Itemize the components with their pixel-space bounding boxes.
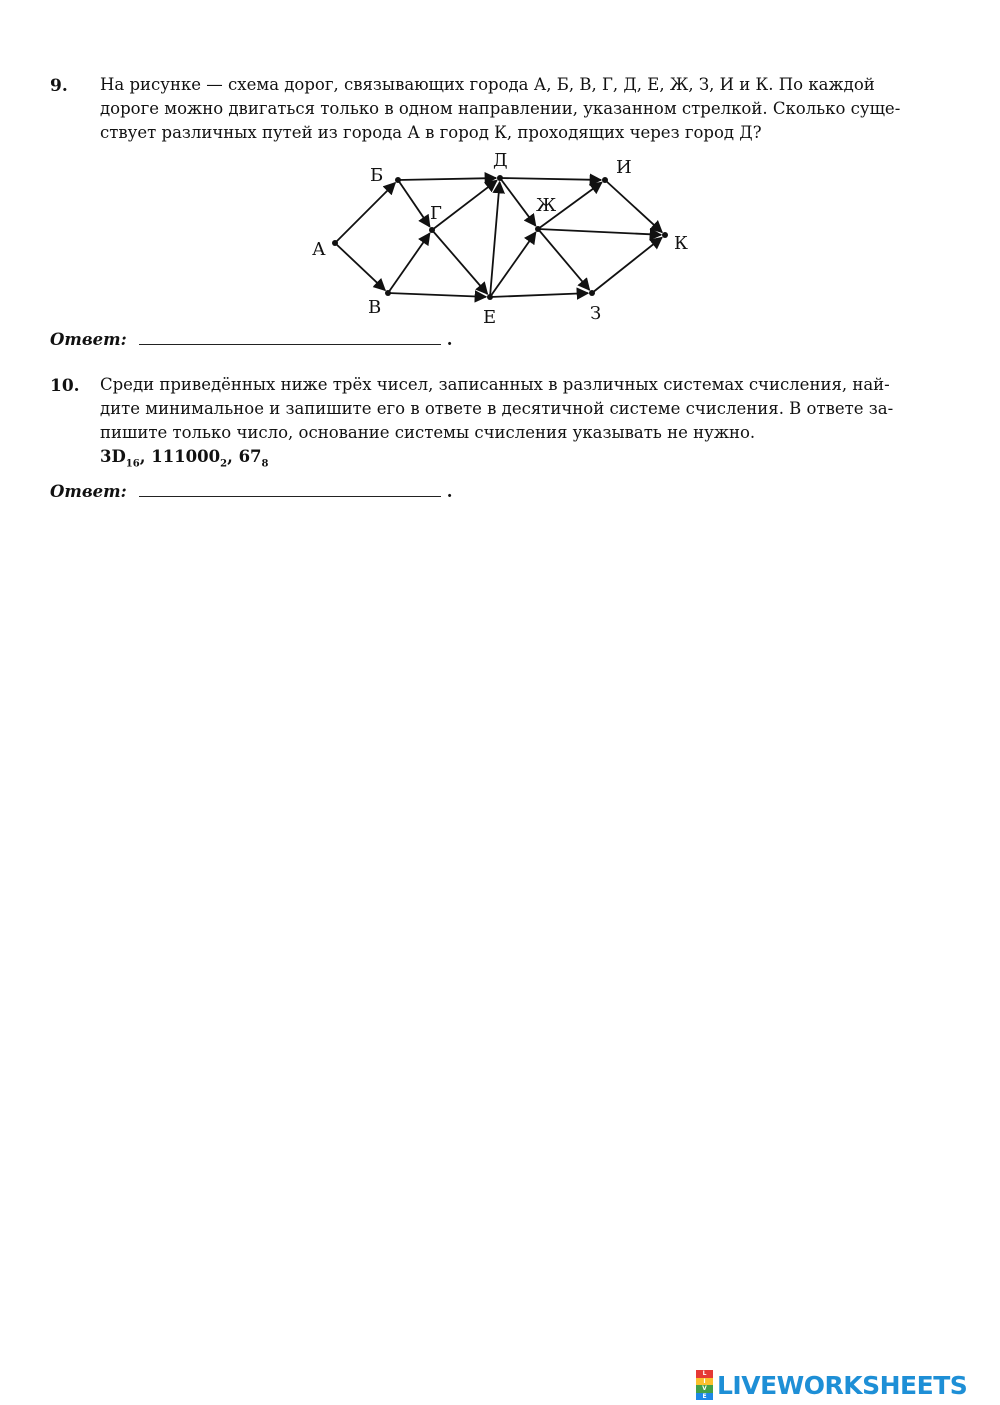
city-label-I: И [616,157,632,178]
road-edge-I-K [605,180,662,232]
road-edge-E-Zh [490,232,536,297]
task-10-number: 10. [50,376,80,396]
city-node-B [395,177,401,183]
answer-label: Ответ: [50,330,127,349]
city-label-B: Б [370,165,384,186]
road-edge-E-D [490,182,500,297]
city-label-Zh: Ж [536,195,557,216]
city-label-V: В [368,297,382,318]
city-node-A [332,240,338,246]
road-edge-D-I [500,178,601,180]
answer-label: Ответ: [50,482,127,501]
answer-dot: . [446,330,453,349]
task-9-line: ствует различных путей из города А в город К, проходящих через город Д? [100,123,762,142]
road-edge-V-E [388,293,486,297]
road-edge-G-E [432,230,487,294]
road-edge-Z-K [592,237,662,293]
road-edge-V-G [388,233,430,293]
city-label-K: К [674,233,688,254]
task-10-answer [50,482,452,501]
number-base: 16 [125,458,140,470]
task-10-numbers [100,445,950,476]
task-9-line: дороге можно двигаться только в одном направлении, указанном стрелкой. Сколько суще- [100,99,901,118]
road-edge-D-Zh [500,178,536,226]
road-edge-A-B [335,183,395,243]
city-label-E: Е [483,307,497,328]
road-graph [300,145,720,335]
task-10-text [100,373,950,476]
number-base: 2 [220,458,228,470]
road-edge-B-G [398,180,430,227]
number-base: 8 [261,458,269,470]
road-edge-E-Z [490,293,588,297]
logo-mark-icon: L I V E [696,1370,713,1400]
city-node-Zh [535,226,541,232]
city-label-Z: З [590,303,602,324]
city-node-K [662,232,668,238]
task-10-line: Среди приведённых ниже трёх чисел, записанных в различных системах счисления, най- [100,375,890,394]
city-node-E [487,294,493,300]
answer-dot: . [446,482,453,501]
number-value: 111000 [151,447,221,466]
city-label-A: А [312,239,326,260]
task-9-line: На рисунке — схема дорог, связывающих города А, Б, В, Г, Д, Е, Ж, З, И и К. По каждой [100,75,875,94]
task-9-number: 9. [50,76,68,96]
road-edge-A-V [335,243,385,290]
city-node-I [602,177,608,183]
road-edge-Zh-Z [538,229,589,290]
city-label-D: Д [493,150,508,171]
task-10-answer-input[interactable] [188,480,494,504]
road-edge-B-D [398,178,496,180]
city-node-V [385,290,391,296]
liveworksheets-logo [696,1369,967,1401]
number-value: 3D [100,447,126,466]
task-9-answer-input[interactable] [188,328,494,352]
city-node-Z [589,290,595,296]
task-10-line: пишите только число, основание системы счисления указывать не нужно. [100,423,756,442]
number-value: 67 [238,447,262,466]
city-label-G: Г [430,203,442,224]
task-10-line: дите минимальное и запишите его в ответе в десятичной системе счисления. В ответе за- [100,399,894,418]
task-9-text [100,73,950,145]
city-node-G [429,227,435,233]
task-9-answer [50,330,452,349]
number-separator: , [139,447,152,466]
logo-text: LIVEWORKSHEETS [717,1370,968,1400]
city-node-D [497,175,503,181]
road-edge-Zh-K [538,229,661,235]
number-separator: , [227,447,239,466]
